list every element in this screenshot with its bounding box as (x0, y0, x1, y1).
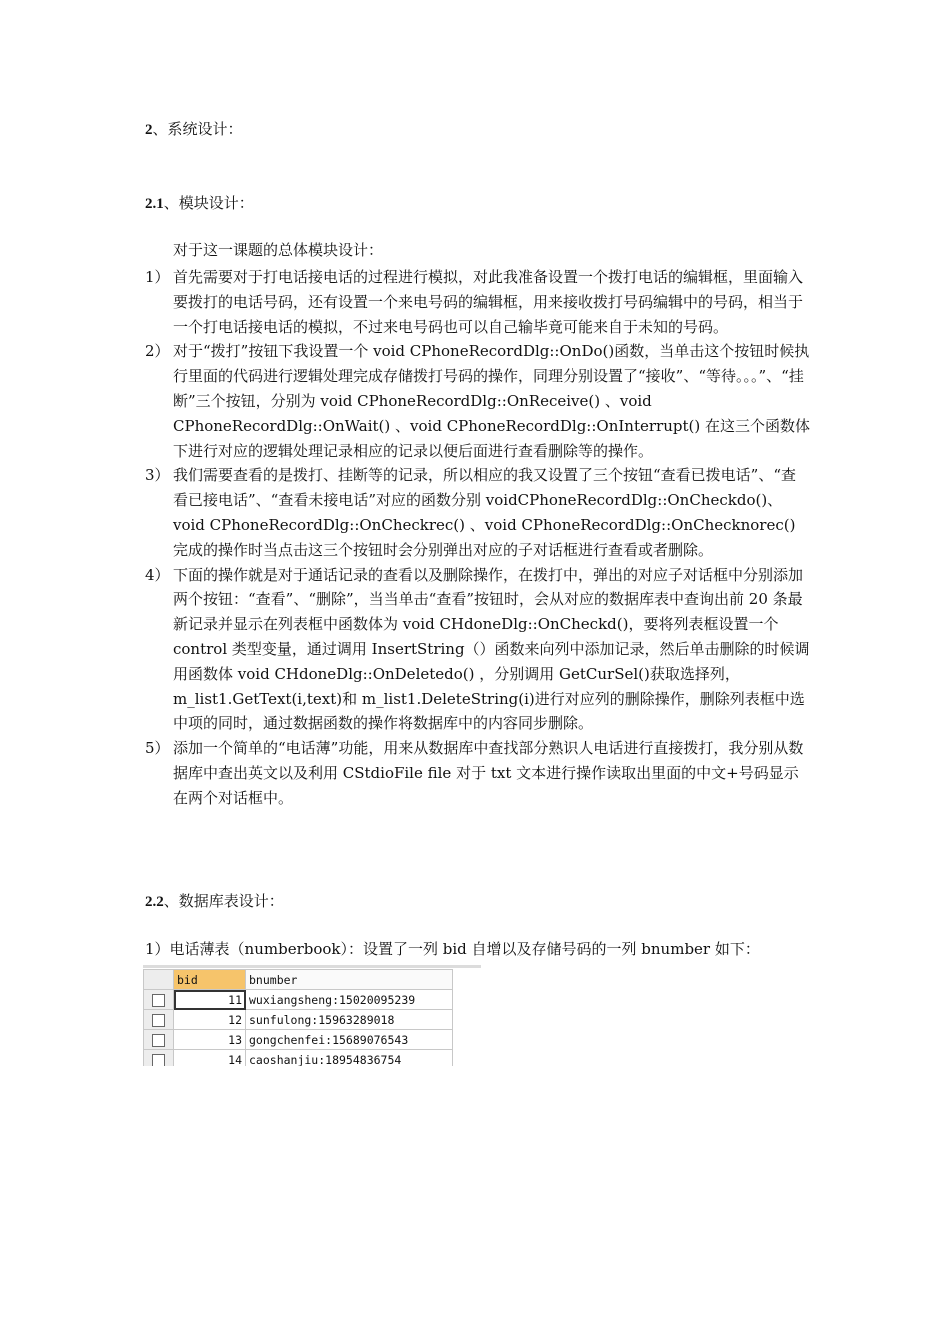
table-row[interactable] (144, 1050, 453, 1067)
cell-bid[interactable]: 12 (174, 1010, 246, 1030)
row-checkbox[interactable] (144, 1050, 174, 1067)
list-item (145, 563, 810, 737)
checkbox-icon[interactable] (152, 1014, 165, 1027)
list-item-number: 3） (145, 466, 170, 485)
section-number: 2.1 (145, 196, 164, 212)
row-checkbox[interactable] (144, 1030, 174, 1050)
list-item-number: 4） (145, 565, 170, 584)
cell-bid[interactable]: 13 (174, 1030, 246, 1050)
cell-bid[interactable]: 14 (174, 1050, 246, 1067)
list-item-text: 我们需要查看的是拨打、挂断等的记录，所以相应的我又设置了三个按钮“查看已拨电话”、“查看已接电话”、“查看未接电话”对应的函数分别 voidCPhoneRecordDlg::OnCheckdo()、void CPhoneRecordDlg::OnCheckrec() 、void CPhoneRecordDlg::OnChecknorec()完成的操作时当点击这三个按钮时会分别弹出对应的子对话框进行查看或者删除。 (173, 466, 797, 559)
section-title: 、模块设计： (163, 194, 254, 212)
section-heading-2-2 (145, 891, 284, 912)
table-caption: 1）电话薄表（numberbook）：设置了一列 bid 自增以及存储号码的一列 bnumber 如下： (145, 940, 760, 958)
section-number: 2.2 (145, 894, 164, 910)
list-item-text: 对于“拨打”按钮下我设置一个 void CPhoneRecordDlg::OnDo()函数，当单击这个按钮时候执行里面的代码进行逻辑处理完成存储拨打号码的操作，同理分别设置了“接收”、“等待。。。”、“挂断”三个按钮，分别为 void CPhoneRecordDlg::OnReceive() 、void CPhoneRecordDlg::OnWait() 、void CPhoneRecordDlg::OnInterrupt() 在这三个函数体下进行对应的逻辑处理记录相应的记录以便后面进行查看删除等的操作。 (173, 342, 810, 460)
checkbox-icon[interactable] (152, 1054, 165, 1067)
cell-bnumber[interactable]: sunfulong:15963289018 (246, 1010, 453, 1030)
cell-bnumber[interactable]: wuxiangsheng:15020095239 (246, 990, 453, 1010)
table-row[interactable] (144, 1010, 453, 1030)
section-heading-2 (145, 119, 243, 140)
module-list (145, 265, 810, 811)
list-item-text: 下面的操作就是对于通话记录的查看以及删除操作，在拨打中，弹出的对应子对话框中分别添加两个按钮：“查看”、“删除”，当当单击“查看”按钮时，会从对应的数据库表中查询出前 20 条最新记录并显示在列表框中函数体为 void CHdoneDlg::OnCheckd()，要将列表框设置一个 control 类型变量，通过调用 InsertString（）函数来向列中添加记录，然后单击删除的时候调用函数体 void CHdoneDlg::OnDeletedo() ，分别调用 GetCurSel()获取选择列，m_list1.GetText(i,text)和 m_list1.DeleteString(i)进行对应列的删除操作，删除列表框中选中项的同时，通过数据函数的操作将数据库中的内容同步删除。 (173, 565, 810, 733)
list-item-number: 1） (145, 268, 170, 286)
section-heading-2-1 (145, 193, 254, 214)
intro-paragraph: 对于这一课题的总体模块设计： (173, 241, 384, 259)
numberbook-table (143, 969, 453, 1066)
checkbox-icon[interactable] (152, 994, 165, 1007)
row-checkbox[interactable] (144, 1010, 174, 1030)
list-item-number: 2） (145, 342, 170, 361)
table-header-row (144, 970, 453, 990)
cell-bnumber[interactable]: caoshanjiu:18954836754 (246, 1050, 453, 1067)
list-item (145, 463, 810, 562)
list-item-text: 首先需要对于打电话接电话的过程进行模拟，对此我准备设置一个拨打电话的编辑框，里面输入要拨打的电话号码，还有设置一个来电号码的编辑框，用来接收拨打号码编辑中的号码，相当于一个打电话接电话的模拟，不过来电号码也可以自己输毕竟可能来自于未知的号码。 (173, 268, 804, 336)
column-header-bid[interactable]: bid (174, 970, 246, 990)
row-checkbox[interactable] (144, 990, 174, 1010)
cell-bnumber[interactable]: gongchenfei:15689076543 (246, 1030, 453, 1050)
section-title: 、数据库表设计： (163, 892, 284, 910)
list-item-text: 添加一个简单的“电话薄”功能，用来从数据库中查找部分熟识人电话进行直接拨打，我分别从数据库中查出英文以及利用 CStdioFile file 对于 txt 文本进行操作读取出里面的中文+号码显示在两个对话框中。 (173, 739, 804, 807)
table-row[interactable] (144, 1030, 453, 1050)
list-item (145, 339, 810, 463)
list-item (145, 265, 810, 339)
cell-bid[interactable]: 11 (174, 990, 246, 1010)
numberbook-table-screenshot (143, 965, 481, 1066)
table-row[interactable] (144, 990, 453, 1010)
section-number: 2 (145, 122, 153, 138)
list-item-number: 5） (145, 739, 170, 758)
list-item (145, 736, 810, 810)
checkbox-icon[interactable] (152, 1034, 165, 1047)
column-header-bnumber[interactable]: bnumber (246, 970, 453, 990)
row-selector-header (144, 970, 174, 990)
section-title: 、系统设计： (152, 120, 243, 138)
